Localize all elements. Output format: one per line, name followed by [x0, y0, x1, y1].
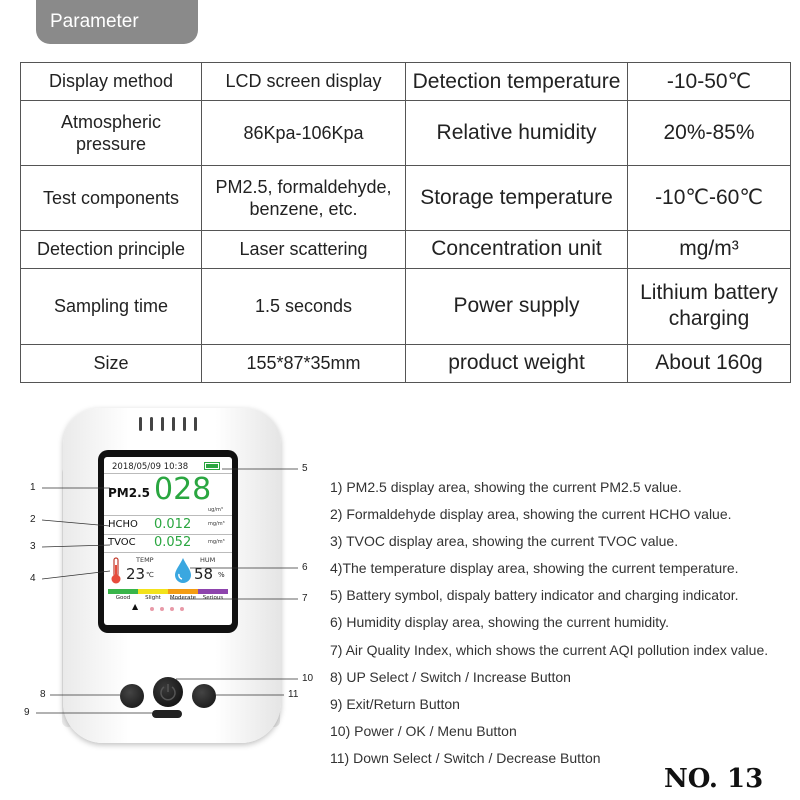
callout-1: 1	[30, 482, 36, 493]
param-value: -10℃-60℃	[628, 166, 791, 231]
callout-2: 2	[30, 514, 36, 525]
param-label: Atmospheric pressure	[21, 101, 202, 166]
temp-label: TEMP	[136, 556, 154, 564]
list-item: 6) Humidity display area, showing the current humidity.	[330, 614, 670, 631]
hcho-unit: mg/m³	[208, 521, 225, 527]
param-value: 20%-85%	[628, 101, 791, 166]
device-illustration	[0, 395, 320, 800]
list-item: 3) TVOC display area, showing the current TVOC value.	[330, 533, 679, 550]
table-row	[21, 63, 791, 101]
callout-9: 9	[24, 707, 30, 718]
hum-label: HUM	[200, 556, 216, 564]
temp-unit: ℃	[146, 571, 154, 579]
callout-6: 6	[302, 562, 308, 573]
list-item: 7) Air Quality Index, which shows the current AQI pollution index value.	[330, 641, 769, 658]
param-value: Laser scattering	[202, 230, 406, 268]
param-label: Detection temperature	[406, 63, 628, 101]
param-label: Sampling time	[21, 269, 202, 344]
aqi-label-good: Good	[115, 595, 131, 601]
param-label: Display method	[21, 63, 202, 101]
page-number-label: NO. 13	[664, 764, 764, 794]
list-item: 8) UP Select / Switch / Increase Button	[330, 668, 571, 685]
param-label: Relative humidity	[406, 101, 628, 166]
hcho-value: 0.012	[154, 517, 192, 532]
callout-5: 5	[302, 463, 308, 474]
param-value: -10-50℃	[628, 63, 791, 101]
tvoc-label: TVOC	[108, 537, 136, 548]
param-label: Size	[21, 344, 202, 382]
callout-7: 7	[302, 593, 308, 604]
param-label: Concentration unit	[406, 230, 628, 268]
parameter-table	[20, 62, 791, 383]
callout-lines	[0, 395, 320, 800]
hcho-label: HCHO	[108, 519, 138, 530]
param-label: Power supply	[406, 269, 628, 344]
callout-8: 8	[40, 689, 46, 700]
pm25-value: 028	[154, 472, 212, 507]
param-value: 1.5 seconds	[202, 269, 406, 344]
list-item: 9) Exit/Return Button	[330, 695, 460, 712]
tvoc-value: 0.052	[154, 535, 192, 550]
list-item: 10) Power / OK / Menu Button	[330, 722, 517, 739]
aqi-pointer-icon: ▲	[132, 602, 139, 611]
table-row	[21, 101, 791, 166]
section-tab-label: Parameter	[50, 11, 139, 32]
pm25-label: PM2.5	[108, 486, 150, 500]
list-item: 1) PM2.5 display area, showing the current PM2.5 value.	[330, 479, 682, 495]
feature-description-list	[330, 474, 800, 772]
temp-value: 23	[126, 565, 146, 583]
table-row	[21, 230, 791, 268]
table-row	[21, 344, 791, 382]
param-label: product weight	[406, 344, 628, 382]
param-value: 155*87*35mm	[202, 344, 406, 382]
aqi-label-serious: Serious	[202, 595, 224, 601]
section-tab-parameter	[36, 0, 198, 44]
aqi-label-moderate: Moderate	[169, 595, 197, 601]
callout-11: 11	[288, 689, 299, 700]
list-item: 5) Battery symbol, dispaly battery indicator and charging indicator.	[330, 587, 739, 604]
param-value: Lithium battery charging	[628, 269, 791, 344]
hum-value: 58	[194, 565, 214, 583]
table-row	[21, 269, 791, 344]
callout-3: 3	[30, 541, 36, 552]
param-value: LCD screen display	[202, 63, 406, 101]
callout-4: 4	[30, 573, 36, 584]
table-row	[21, 166, 791, 231]
screen-datetime: 2018/05/09 10:38	[112, 462, 189, 472]
param-value: 86Kpa-106Kpa	[202, 101, 406, 166]
aqi-label-slight: Slight	[145, 595, 161, 601]
param-value: PM2.5, formaldehyde, benzene, etc.	[202, 166, 406, 231]
hum-unit: %	[218, 571, 225, 579]
list-item: 4)The temperature display area, showing the current temperature.	[330, 560, 739, 577]
param-value: About 160g	[628, 344, 791, 382]
param-label: Detection principle	[21, 230, 202, 268]
list-item: 2) Formaldehyde display area, showing the current HCHO value.	[330, 506, 732, 523]
tvoc-unit: mg/m³	[208, 539, 225, 545]
pm25-unit: ug/m³	[208, 507, 223, 513]
param-value: mg/m³	[628, 230, 791, 268]
callout-10: 10	[302, 673, 314, 684]
list-item: 11) Down Select / Switch / Decrease Button	[330, 749, 601, 766]
param-label: Test components	[21, 166, 202, 231]
param-label: Storage temperature	[406, 166, 628, 231]
